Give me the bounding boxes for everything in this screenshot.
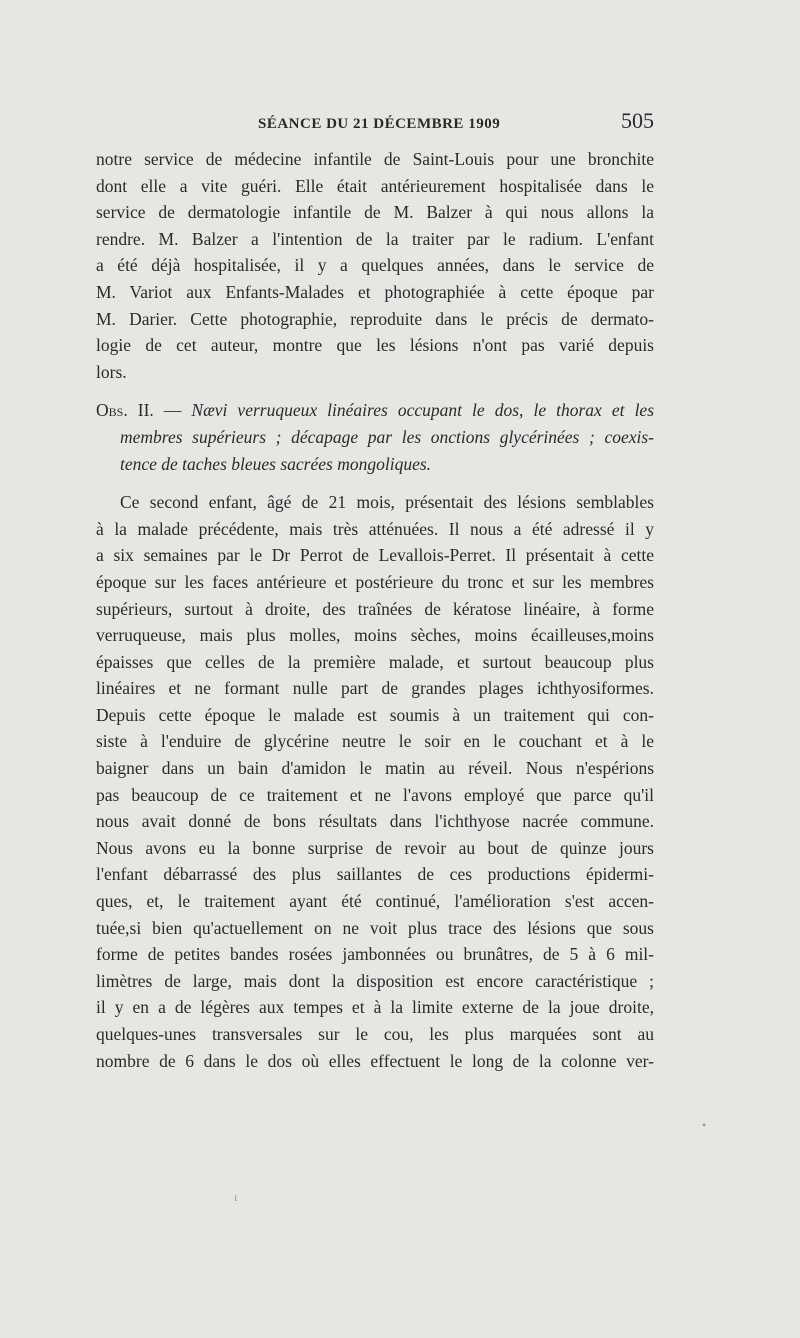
text-line: forme de petites bandes rosées jambonnées ou brunâtres, de 5 à 6 mil- [96, 944, 654, 965]
text-line: notre service de médecine infantile de Saint-Louis pour une bronchite [96, 149, 654, 169]
text-line: il y en a de légères aux tempes et à la limite externe de la joue droite, [96, 997, 654, 1018]
text-line: dont elle a vite guéri. Elle était antérieurement hospitalisée dans le [96, 175, 654, 196]
text-line: limètres de large, mais dont la disposition est encore caractéristique ; [96, 970, 654, 991]
text-line: M. Variot aux Enfants-Malades et photographiée à cette époque par [96, 281, 654, 302]
text-line: tuée,si bien qu'actuellement on ne voit plus trace des lésions que sous [96, 917, 654, 938]
text-line: Depuis cette époque le malade est soumis à un traitement qui con- [96, 704, 654, 725]
text-line: linéaires et ne formant nulle part de grandes plages ichthyosiformes. [96, 678, 654, 699]
text-line: rendre. M. Balzer a l'intention de la traiter par le radium. L'enfant [96, 228, 654, 249]
observation-heading [96, 397, 654, 477]
text-line: logie de cet auteur, montre que les lésions n'ont pas varié depuis [96, 335, 654, 356]
observation-title-start: Nævi verruqueux linéaires occupant le dos, le thorax et les [191, 400, 654, 421]
page-header [96, 108, 654, 142]
text-line: nombre de 6 dans le dos où elles effectuent le long de la colonne ver- [96, 1050, 654, 1071]
text-line: a six semaines par le Dr Perrot de Levallois-Perret. Il présentait à cette [96, 545, 654, 566]
text-line: lors. [96, 361, 127, 382]
running-title: SÉANCE DU 21 DÉCEMBRE 1909 [258, 116, 501, 132]
text-line: épaisses que celles de la première malade, et surtout beaucoup plus [96, 651, 654, 672]
text-line: pas beaucoup de ce traitement et ne l'avons employé que parce qu'il [96, 784, 654, 805]
observation-dash: — [163, 400, 182, 421]
body-text [96, 146, 654, 1074]
observation-line: tence de taches bleues sacrées mongoliques. [120, 453, 432, 474]
text-line: Nous avons eu la bonne surprise de revoir au bout de quinze jours [96, 837, 654, 858]
ink-speck-icon: • [702, 1118, 707, 1132]
text-line: l'enfant débarrassé des plus saillantes de ces productions épidermi- [96, 864, 654, 885]
text-line: service de dermatologie infantile de M. Balzer à qui nous allons la [96, 202, 654, 223]
text-line: siste à l'enduire de glycérine neutre le soir en le couchant et à le [96, 731, 654, 752]
observation-line [96, 397, 654, 424]
text-line: Ce second enfant, âgé de 21 mois, présentait des lésions semblables [120, 492, 654, 513]
text-line: époque sur les faces antérieure et postérieure du tronc et sur les membres [96, 571, 654, 592]
text-line: nous avait donné de bons résultats dans l'ichthyose nacrée commune. [96, 811, 654, 832]
text-line: ques, et, le traitement ayant été continué, l'amélioration s'est accen- [96, 891, 654, 912]
observation-line: membres supérieurs ; décapage par les onctions glycérinées ; coexis- [120, 426, 654, 447]
text-line: a été déjà hospitalisée, il y a quelques années, dans le service de [96, 255, 654, 276]
text-line: verruqueuse, mais plus molles, moins sèches, moins écailleuses,moins [96, 625, 654, 646]
page-number: 505 [621, 108, 654, 133]
paragraph-1 [96, 146, 654, 385]
text-line: M. Darier. Cette photographie, reproduite dans le précis de dermato- [96, 308, 654, 329]
text-line: à la malade précédente, mais très atténuées. Il nous a été adressé il y [96, 518, 654, 539]
observation-label: Obs. II. [96, 400, 154, 421]
text-line: baigner dans un bain d'amidon le matin au réveil. Nous n'espérions [96, 758, 654, 779]
paragraph-2 [96, 489, 654, 1074]
ink-mark-icon: ı [234, 1190, 238, 1204]
text-line: quelques-unes transversales sur le cou, les plus marquées sont au [96, 1024, 654, 1044]
text-line: supérieurs, surtout à droite, des traînées de kératose linéaire, à forme [96, 598, 654, 619]
